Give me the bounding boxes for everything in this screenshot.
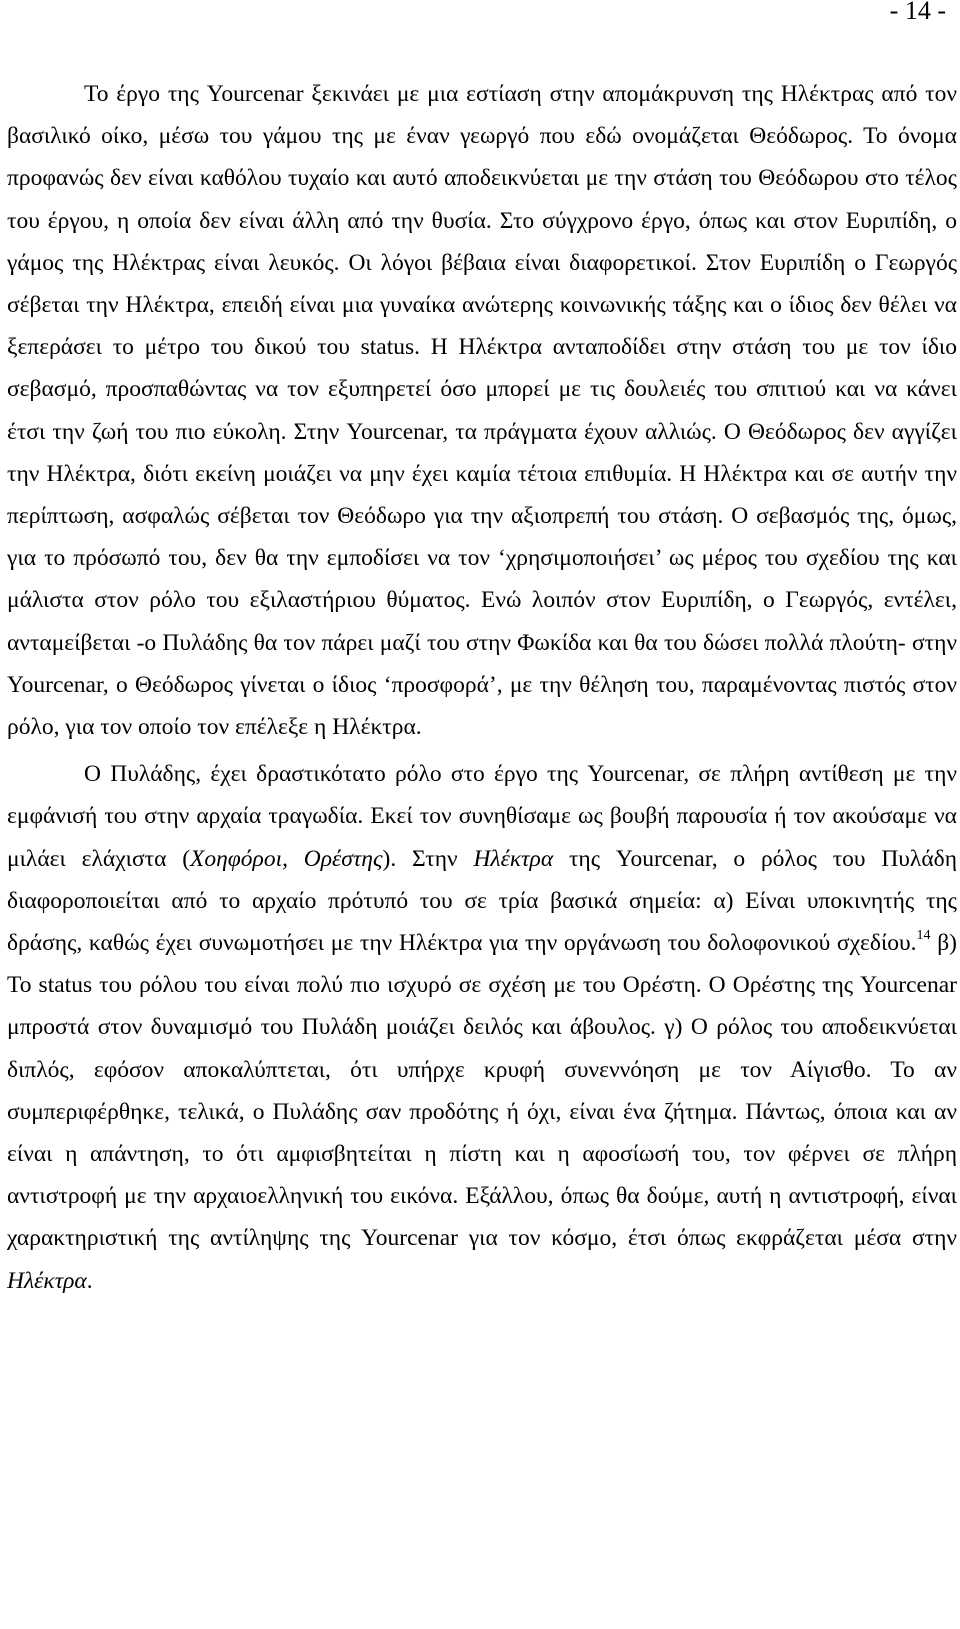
work-title-orestes: Ορέστης: [303, 845, 383, 872]
work-title-electra: Ηλέκτρα: [473, 845, 554, 872]
text-segment: ,: [282, 845, 304, 872]
footnote-reference: 14: [916, 928, 931, 944]
text-segment: β) Το status του ρόλου του είναι πολύ πιο ισχυρό σε σχέση με του Ορέστη. Ο Ορέστης της Yourcenar μπροστά στον δυναμισμό του Πυλάδη μοιάζει δειλός και άβουλος. γ) Ο ρόλος του αποδεικνύεται διπλός, εφόσον αποκαλύπτεται, ότι υπήρχε κρυφή συνεννόηση με τον Αίγισθο. Το αν συμπεριφέρθηκε, τελικά, ο Πυλάδης σαν προδότης ή όχι, είναι ένα ζήτημα. Πάντως, όποια και αν είναι η απάντηση, το ότι αμφισβητείται η πίστη και η αφοσίωσή του, τον φέρνει σε πλήρη αντιστροφή με την αρχαιοελληνική του εικόνα. Εξάλλου, όπως θα δούμε, αυτή η αντιστροφή, είναι χαρακτηριστική της αντίληψης της Yourcenar για τον κόσμο, έτσι όπως εκφράζεται μέσα στην: [7, 930, 957, 1252]
page-number: - 14 -: [889, 0, 946, 25]
document-body: [7, 73, 957, 1302]
text-segment: ). Στην: [382, 845, 474, 872]
text-segment: Ο Πυλάδης, έχει δραστικότατο ρόλο στο έργο της Yourcenar, σε πλήρη αντίθεση με την εμφάνισή του στην αρχαία τραγωδία. Εκεί τον συνηθίσαμε ως βουβή παρουσία ή τον ακούσαμε να μιλάει ελάχιστα (: [7, 761, 957, 872]
work-title-electra: Ηλέκτρα: [7, 1267, 87, 1294]
text-segment: .: [86, 1267, 93, 1294]
work-title-choephoroi: Χοηφόροι: [190, 845, 283, 872]
paragraph-theodoros: Το έργο της Yourcenar ξεκινάει με μια εστίαση στην απομάκρυνση της Ηλέκτρας από τον βασιλικό οίκο, μέσω του γάμου της με έναν γεωργό που εδώ ονομάζεται Θεόδωρος. Το όνομα προφανώς δεν είναι καθόλου τυχαίο και αυτό αποδεικνύεται με την στάση του Θεόδωρου στο τέλος του έργου, η οποία δεν είναι άλλη από την θυσία. Στο σύγχρονο έργο, όπως και στον Ευριπίδη, ο γάμος της Ηλέκτρας είναι λευκός. Οι λόγοι βέβαια είναι διαφορετικοί. Στον Ευριπίδη ο Γεωργός σέβεται την Ηλέκτρα, επειδή είναι μια γυναίκα ανώτερης κοινωνικής τάξης και ο ίδιος δεν θέλει να ξεπεράσει το μέτρο του δικού του status. Η Ηλέκτρα ανταποδίδει στην στάση του με τον ίδιο σεβασμό, προσπαθώντας να τον εξυπηρετεί όσο μπορεί με τις δουλειές του σπιτιού και να κάνει έτσι την ζωή του πιο εύκολη. Στην Yourcenar, τα πράγματα έχουν αλλιώς. Ο Θεόδωρος δεν αγγίζει την Ηλέκτρα, διότι εκείνη μοιάζει να μην έχει καμία τέτοια επιθυμία. Η Ηλέκτρα και σε αυτήν την περίπτωση, ασφαλώς σέβεται τον Θεόδωρο για την αξιοπρεπή του στάση. Ο σεβασμός της, όμως, για το πρόσωπό του, δεν θα την εμποδίσει να τον ‘χρησιμοποιήσει’ ως μέρος του σχεδίου της και μάλιστα στον ρόλο του εξιλαστήριου θύματος. Ενώ λοιπόν στον Ευριπίδη, ο Γεωργός, εντέλει, ανταμείβεται -ο Πυλάδης θα τον πάρει μαζί του στην Φωκίδα και θα του δώσει πολλά πλούτη- στην Yourcenar, ο Θεόδωρος γίνεται ο ίδιος ‘προσφορά’, με την θέληση του, παραμένοντας πιστός στον ρόλο, για τον οποίο τον επέλεξε η Ηλέκτρα.: [7, 81, 957, 741]
paragraph-pylades: [7, 753, 957, 1302]
text-segment: της Yourcenar, ο ρόλος του Πυλάδη διαφοροποιείται από το αρχαίο πρότυπό του σε τρία βασικά σημεία: α) Είναι υποκινητής της δράσης, καθώς έχει συνωμοτήσει με την Ηλέκτρα για την οργάνωση του δολοφονικού σχεδίου.: [7, 845, 958, 957]
